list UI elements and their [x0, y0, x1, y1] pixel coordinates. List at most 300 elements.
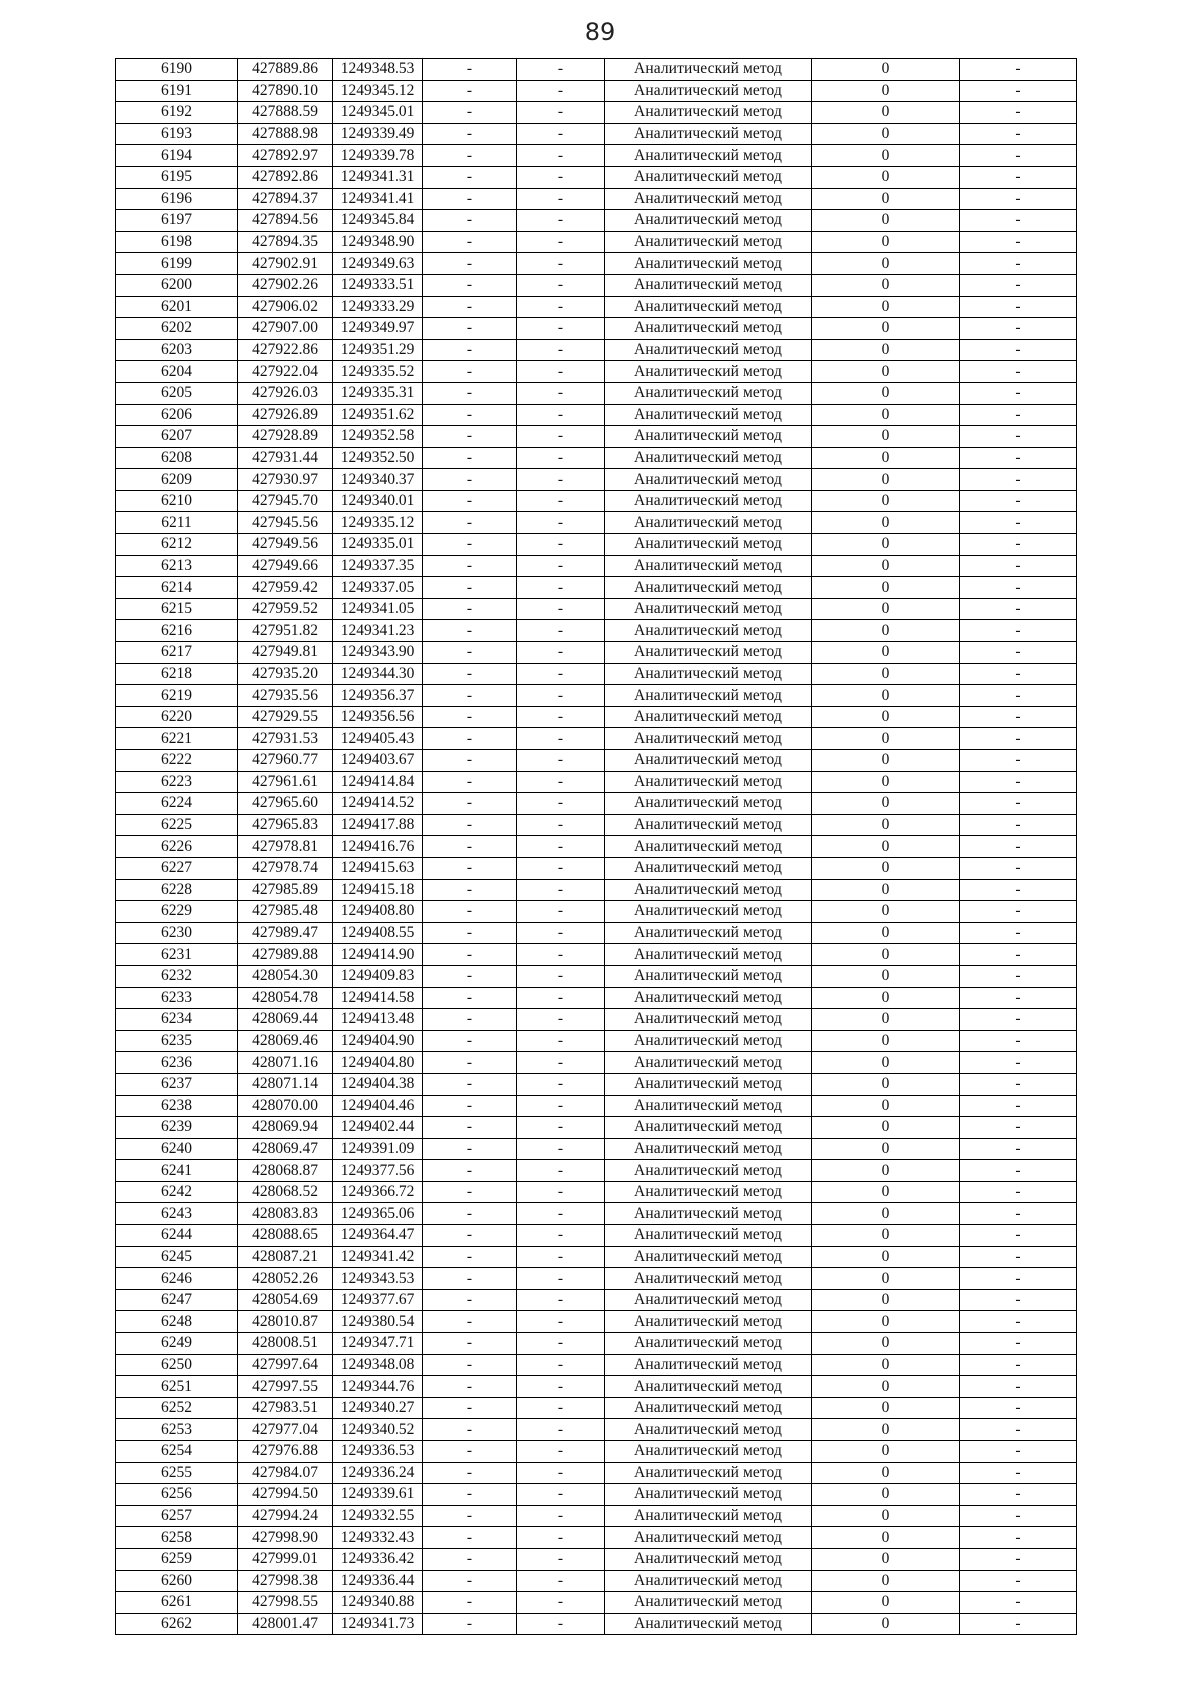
- y-coordinate-cell: 1249341.05: [333, 598, 423, 620]
- point-number-cell: 6206: [116, 404, 238, 426]
- description-cell: -: [960, 555, 1077, 577]
- method-cell: Аналитический метод: [605, 836, 812, 858]
- description-cell: -: [960, 793, 1077, 815]
- empty-cell-b: -: [517, 1181, 605, 1203]
- description-cell: -: [960, 145, 1077, 167]
- method-cell: Аналитический метод: [605, 1376, 812, 1398]
- point-number-cell: 6215: [116, 598, 238, 620]
- description-cell: -: [960, 361, 1077, 383]
- empty-cell-b: -: [517, 404, 605, 426]
- method-cell: Аналитический метод: [605, 1592, 812, 1614]
- empty-cell-b: -: [517, 1203, 605, 1225]
- accuracy-cell: 0: [812, 965, 960, 987]
- y-coordinate-cell: 1249336.42: [333, 1548, 423, 1570]
- point-number-cell: 6234: [116, 1009, 238, 1031]
- y-coordinate-cell: 1249335.01: [333, 534, 423, 556]
- x-coordinate-cell: 427983.51: [238, 1397, 333, 1419]
- x-coordinate-cell: 427888.98: [238, 123, 333, 145]
- point-number-cell: 6202: [116, 318, 238, 340]
- empty-cell-a: -: [423, 1160, 517, 1182]
- accuracy-cell: 0: [812, 1592, 960, 1614]
- point-number-cell: 6248: [116, 1311, 238, 1333]
- x-coordinate-cell: 428071.16: [238, 1052, 333, 1074]
- empty-cell-a: -: [423, 231, 517, 253]
- point-number-cell: 6241: [116, 1160, 238, 1182]
- accuracy-cell: 0: [812, 944, 960, 966]
- description-cell: -: [960, 922, 1077, 944]
- description-cell: -: [960, 771, 1077, 793]
- table-row: [116, 1073, 1077, 1095]
- x-coordinate-cell: 427959.42: [238, 577, 333, 599]
- empty-cell-b: -: [517, 1095, 605, 1117]
- point-number-cell: 6221: [116, 728, 238, 750]
- y-coordinate-cell: 1249341.41: [333, 188, 423, 210]
- empty-cell-a: -: [423, 1030, 517, 1052]
- empty-cell-b: -: [517, 469, 605, 491]
- description-cell: -: [960, 426, 1077, 448]
- description-cell: -: [960, 1548, 1077, 1570]
- x-coordinate-cell: 427902.26: [238, 274, 333, 296]
- table-row: [116, 771, 1077, 793]
- method-cell: Аналитический метод: [605, 490, 812, 512]
- x-coordinate-cell: 427965.83: [238, 814, 333, 836]
- method-cell: Аналитический метод: [605, 814, 812, 836]
- description-cell: -: [960, 814, 1077, 836]
- method-cell: Аналитический метод: [605, 1484, 812, 1506]
- accuracy-cell: 0: [812, 620, 960, 642]
- empty-cell-a: -: [423, 1548, 517, 1570]
- table-row: [116, 1268, 1077, 1290]
- table-row: [116, 944, 1077, 966]
- accuracy-cell: 0: [812, 469, 960, 491]
- x-coordinate-cell: 427935.56: [238, 685, 333, 707]
- y-coordinate-cell: 1249408.55: [333, 922, 423, 944]
- accuracy-cell: 0: [812, 339, 960, 361]
- table-row: [116, 685, 1077, 707]
- description-cell: -: [960, 447, 1077, 469]
- description-cell: -: [960, 1009, 1077, 1031]
- description-cell: -: [960, 1117, 1077, 1139]
- method-cell: Аналитический метод: [605, 231, 812, 253]
- x-coordinate-cell: 427985.48: [238, 901, 333, 923]
- empty-cell-a: -: [423, 1246, 517, 1268]
- method-cell: Аналитический метод: [605, 922, 812, 944]
- x-coordinate-cell: 427922.04: [238, 361, 333, 383]
- point-number-cell: 6197: [116, 210, 238, 232]
- description-cell: -: [960, 59, 1077, 81]
- empty-cell-b: -: [517, 1268, 605, 1290]
- method-cell: Аналитический метод: [605, 577, 812, 599]
- empty-cell-b: -: [517, 1548, 605, 1570]
- method-cell: Аналитический метод: [605, 1052, 812, 1074]
- point-number-cell: 6212: [116, 534, 238, 556]
- table-row: [116, 901, 1077, 923]
- accuracy-cell: 0: [812, 1203, 960, 1225]
- y-coordinate-cell: 1249414.90: [333, 944, 423, 966]
- table-row: [116, 145, 1077, 167]
- description-cell: -: [960, 166, 1077, 188]
- accuracy-cell: 0: [812, 922, 960, 944]
- table-row: [116, 166, 1077, 188]
- x-coordinate-cell: 428071.14: [238, 1073, 333, 1095]
- y-coordinate-cell: 1249348.90: [333, 231, 423, 253]
- description-cell: -: [960, 1419, 1077, 1441]
- accuracy-cell: 0: [812, 901, 960, 923]
- accuracy-cell: 0: [812, 836, 960, 858]
- x-coordinate-cell: 428069.46: [238, 1030, 333, 1052]
- point-number-cell: 6224: [116, 793, 238, 815]
- accuracy-cell: 0: [812, 728, 960, 750]
- table-row: [116, 296, 1077, 318]
- empty-cell-a: -: [423, 1570, 517, 1592]
- table-row: [116, 814, 1077, 836]
- x-coordinate-cell: 428054.30: [238, 965, 333, 987]
- method-cell: Аналитический метод: [605, 426, 812, 448]
- point-number-cell: 6243: [116, 1203, 238, 1225]
- description-cell: -: [960, 685, 1077, 707]
- x-coordinate-cell: 427926.89: [238, 404, 333, 426]
- accuracy-cell: 0: [812, 1484, 960, 1506]
- point-number-cell: 6211: [116, 512, 238, 534]
- x-coordinate-cell: 427907.00: [238, 318, 333, 340]
- description-cell: -: [960, 1095, 1077, 1117]
- accuracy-cell: 0: [812, 1138, 960, 1160]
- x-coordinate-cell: 428069.47: [238, 1138, 333, 1160]
- y-coordinate-cell: 1249337.05: [333, 577, 423, 599]
- empty-cell-a: -: [423, 1354, 517, 1376]
- x-coordinate-cell: 428069.94: [238, 1117, 333, 1139]
- empty-cell-b: -: [517, 231, 605, 253]
- point-number-cell: 6251: [116, 1376, 238, 1398]
- description-cell: -: [960, 296, 1077, 318]
- point-number-cell: 6232: [116, 965, 238, 987]
- table-row: [116, 1548, 1077, 1570]
- empty-cell-a: -: [423, 426, 517, 448]
- y-coordinate-cell: 1249335.12: [333, 512, 423, 534]
- empty-cell-b: -: [517, 1613, 605, 1635]
- y-coordinate-cell: 1249336.24: [333, 1462, 423, 1484]
- table-row: [116, 1138, 1077, 1160]
- table-row: [116, 1333, 1077, 1355]
- empty-cell-b: -: [517, 1484, 605, 1506]
- table-row: [116, 1354, 1077, 1376]
- empty-cell-b: -: [517, 318, 605, 340]
- x-coordinate-cell: 427930.97: [238, 469, 333, 491]
- empty-cell-a: -: [423, 80, 517, 102]
- table-row: [116, 663, 1077, 685]
- description-cell: -: [960, 879, 1077, 901]
- table-row: [116, 1030, 1077, 1052]
- x-coordinate-cell: 427997.55: [238, 1376, 333, 1398]
- point-number-cell: 6219: [116, 685, 238, 707]
- accuracy-cell: 0: [812, 80, 960, 102]
- empty-cell-b: -: [517, 1030, 605, 1052]
- method-cell: Аналитический метод: [605, 555, 812, 577]
- empty-cell-b: -: [517, 555, 605, 577]
- x-coordinate-cell: 427989.47: [238, 922, 333, 944]
- y-coordinate-cell: 1249343.53: [333, 1268, 423, 1290]
- x-coordinate-cell: 428068.87: [238, 1160, 333, 1182]
- table-row: [116, 123, 1077, 145]
- accuracy-cell: 0: [812, 577, 960, 599]
- empty-cell-b: -: [517, 1570, 605, 1592]
- empty-cell-a: -: [423, 1117, 517, 1139]
- accuracy-cell: 0: [812, 490, 960, 512]
- accuracy-cell: 0: [812, 1246, 960, 1268]
- accuracy-cell: 0: [812, 750, 960, 772]
- point-number-cell: 6235: [116, 1030, 238, 1052]
- description-cell: -: [960, 836, 1077, 858]
- empty-cell-a: -: [423, 555, 517, 577]
- accuracy-cell: 0: [812, 857, 960, 879]
- method-cell: Аналитический метод: [605, 598, 812, 620]
- empty-cell-b: -: [517, 512, 605, 534]
- description-cell: -: [960, 404, 1077, 426]
- y-coordinate-cell: 1249335.31: [333, 382, 423, 404]
- point-number-cell: 6236: [116, 1052, 238, 1074]
- method-cell: Аналитический метод: [605, 534, 812, 556]
- x-coordinate-cell: 427945.56: [238, 512, 333, 534]
- y-coordinate-cell: 1249344.76: [333, 1376, 423, 1398]
- description-cell: -: [960, 274, 1077, 296]
- accuracy-cell: 0: [812, 685, 960, 707]
- empty-cell-a: -: [423, 750, 517, 772]
- empty-cell-b: -: [517, 1462, 605, 1484]
- description-cell: -: [960, 1289, 1077, 1311]
- method-cell: Аналитический метод: [605, 1203, 812, 1225]
- table-row: [116, 793, 1077, 815]
- empty-cell-b: -: [517, 1009, 605, 1031]
- x-coordinate-cell: 427902.91: [238, 253, 333, 275]
- empty-cell-a: -: [423, 901, 517, 923]
- description-cell: -: [960, 1613, 1077, 1635]
- empty-cell-a: -: [423, 123, 517, 145]
- description-cell: -: [960, 102, 1077, 124]
- x-coordinate-cell: 427989.88: [238, 944, 333, 966]
- description-cell: -: [960, 1592, 1077, 1614]
- method-cell: Аналитический метод: [605, 145, 812, 167]
- empty-cell-a: -: [423, 339, 517, 361]
- method-cell: Аналитический метод: [605, 1009, 812, 1031]
- y-coordinate-cell: 1249340.27: [333, 1397, 423, 1419]
- empty-cell-b: -: [517, 490, 605, 512]
- x-coordinate-cell: 427931.53: [238, 728, 333, 750]
- method-cell: Аналитический метод: [605, 901, 812, 923]
- point-number-cell: 6222: [116, 750, 238, 772]
- point-number-cell: 6191: [116, 80, 238, 102]
- y-coordinate-cell: 1249335.52: [333, 361, 423, 383]
- empty-cell-b: -: [517, 1527, 605, 1549]
- method-cell: Аналитический метод: [605, 1333, 812, 1355]
- method-cell: Аналитический метод: [605, 188, 812, 210]
- description-cell: -: [960, 1246, 1077, 1268]
- table-row: [116, 404, 1077, 426]
- y-coordinate-cell: 1249343.90: [333, 642, 423, 664]
- empty-cell-b: -: [517, 1138, 605, 1160]
- empty-cell-b: -: [517, 145, 605, 167]
- empty-cell-b: -: [517, 102, 605, 124]
- empty-cell-a: -: [423, 1397, 517, 1419]
- method-cell: Аналитический метод: [605, 1268, 812, 1290]
- empty-cell-a: -: [423, 145, 517, 167]
- accuracy-cell: 0: [812, 123, 960, 145]
- accuracy-cell: 0: [812, 879, 960, 901]
- method-cell: Аналитический метод: [605, 1289, 812, 1311]
- accuracy-cell: 0: [812, 1354, 960, 1376]
- y-coordinate-cell: 1249339.61: [333, 1484, 423, 1506]
- empty-cell-a: -: [423, 1203, 517, 1225]
- x-coordinate-cell: 427892.86: [238, 166, 333, 188]
- empty-cell-a: -: [423, 706, 517, 728]
- accuracy-cell: 0: [812, 1376, 960, 1398]
- accuracy-cell: 0: [812, 1397, 960, 1419]
- table-row: [116, 577, 1077, 599]
- accuracy-cell: 0: [812, 1009, 960, 1031]
- point-number-cell: 6196: [116, 188, 238, 210]
- accuracy-cell: 0: [812, 1073, 960, 1095]
- method-cell: Аналитический метод: [605, 1505, 812, 1527]
- description-cell: -: [960, 188, 1077, 210]
- point-number-cell: 6230: [116, 922, 238, 944]
- table-row: [116, 274, 1077, 296]
- point-number-cell: 6227: [116, 857, 238, 879]
- accuracy-cell: 0: [812, 1419, 960, 1441]
- x-coordinate-cell: 427976.88: [238, 1441, 333, 1463]
- x-coordinate-cell: 427985.89: [238, 879, 333, 901]
- method-cell: Аналитический метод: [605, 1441, 812, 1463]
- y-coordinate-cell: 1249332.55: [333, 1505, 423, 1527]
- description-cell: -: [960, 1441, 1077, 1463]
- x-coordinate-cell: 428008.51: [238, 1333, 333, 1355]
- table-row: [116, 188, 1077, 210]
- empty-cell-b: -: [517, 944, 605, 966]
- x-coordinate-cell: 427949.81: [238, 642, 333, 664]
- empty-cell-a: -: [423, 274, 517, 296]
- y-coordinate-cell: 1249345.84: [333, 210, 423, 232]
- method-cell: Аналитический метод: [605, 1181, 812, 1203]
- method-cell: Аналитический метод: [605, 793, 812, 815]
- accuracy-cell: 0: [812, 1030, 960, 1052]
- method-cell: Аналитический метод: [605, 728, 812, 750]
- y-coordinate-cell: 1249341.42: [333, 1246, 423, 1268]
- table-row: [116, 1527, 1077, 1549]
- y-coordinate-cell: 1249341.73: [333, 1613, 423, 1635]
- empty-cell-a: -: [423, 965, 517, 987]
- empty-cell-b: -: [517, 1354, 605, 1376]
- description-cell: -: [960, 598, 1077, 620]
- point-number-cell: 6194: [116, 145, 238, 167]
- y-coordinate-cell: 1249365.06: [333, 1203, 423, 1225]
- accuracy-cell: 0: [812, 145, 960, 167]
- accuracy-cell: 0: [812, 1225, 960, 1247]
- empty-cell-b: -: [517, 1333, 605, 1355]
- accuracy-cell: 0: [812, 361, 960, 383]
- empty-cell-b: -: [517, 728, 605, 750]
- description-cell: -: [960, 80, 1077, 102]
- point-number-cell: 6209: [116, 469, 238, 491]
- accuracy-cell: 0: [812, 1160, 960, 1182]
- x-coordinate-cell: 427951.82: [238, 620, 333, 642]
- method-cell: Аналитический метод: [605, 1462, 812, 1484]
- x-coordinate-cell: 427984.07: [238, 1462, 333, 1484]
- x-coordinate-cell: 428070.00: [238, 1095, 333, 1117]
- description-cell: -: [960, 253, 1077, 275]
- empty-cell-b: -: [517, 1052, 605, 1074]
- empty-cell-a: -: [423, 1484, 517, 1506]
- empty-cell-b: -: [517, 339, 605, 361]
- empty-cell-b: -: [517, 1419, 605, 1441]
- description-cell: -: [960, 210, 1077, 232]
- y-coordinate-cell: 1249405.43: [333, 728, 423, 750]
- empty-cell-a: -: [423, 512, 517, 534]
- accuracy-cell: 0: [812, 188, 960, 210]
- y-coordinate-cell: 1249351.62: [333, 404, 423, 426]
- x-coordinate-cell: 428054.78: [238, 987, 333, 1009]
- y-coordinate-cell: 1249404.38: [333, 1073, 423, 1095]
- table-row: [116, 1009, 1077, 1031]
- empty-cell-b: -: [517, 123, 605, 145]
- empty-cell-a: -: [423, 296, 517, 318]
- empty-cell-b: -: [517, 1117, 605, 1139]
- empty-cell-a: -: [423, 382, 517, 404]
- description-cell: -: [960, 1376, 1077, 1398]
- empty-cell-a: -: [423, 642, 517, 664]
- empty-cell-b: -: [517, 1592, 605, 1614]
- description-cell: -: [960, 1527, 1077, 1549]
- y-coordinate-cell: 1249415.63: [333, 857, 423, 879]
- empty-cell-a: -: [423, 1333, 517, 1355]
- y-coordinate-cell: 1249414.52: [333, 793, 423, 815]
- method-cell: Аналитический метод: [605, 1030, 812, 1052]
- empty-cell-a: -: [423, 598, 517, 620]
- table-row: [116, 1095, 1077, 1117]
- accuracy-cell: 0: [812, 102, 960, 124]
- point-number-cell: 6192: [116, 102, 238, 124]
- accuracy-cell: 0: [812, 1181, 960, 1203]
- table-row: [116, 642, 1077, 664]
- empty-cell-a: -: [423, 469, 517, 491]
- x-coordinate-cell: 427894.37: [238, 188, 333, 210]
- method-cell: Аналитический метод: [605, 685, 812, 707]
- empty-cell-b: -: [517, 706, 605, 728]
- x-coordinate-cell: 427998.55: [238, 1592, 333, 1614]
- x-coordinate-cell: 427965.60: [238, 793, 333, 815]
- empty-cell-b: -: [517, 922, 605, 944]
- description-cell: -: [960, 123, 1077, 145]
- x-coordinate-cell: 428069.44: [238, 1009, 333, 1031]
- point-number-cell: 6246: [116, 1268, 238, 1290]
- empty-cell-b: -: [517, 620, 605, 642]
- point-number-cell: 6208: [116, 447, 238, 469]
- empty-cell-b: -: [517, 1160, 605, 1182]
- empty-cell-a: -: [423, 793, 517, 815]
- accuracy-cell: 0: [812, 210, 960, 232]
- point-number-cell: 6207: [116, 426, 238, 448]
- point-number-cell: 6238: [116, 1095, 238, 1117]
- accuracy-cell: 0: [812, 1289, 960, 1311]
- method-cell: Аналитический метод: [605, 987, 812, 1009]
- empty-cell-a: -: [423, 1181, 517, 1203]
- x-coordinate-cell: 428052.26: [238, 1268, 333, 1290]
- empty-cell-a: -: [423, 1376, 517, 1398]
- method-cell: Аналитический метод: [605, 253, 812, 275]
- table-row: [116, 80, 1077, 102]
- table-row: [116, 490, 1077, 512]
- empty-cell-a: -: [423, 944, 517, 966]
- y-coordinate-cell: 1249345.12: [333, 80, 423, 102]
- table-row: [116, 706, 1077, 728]
- y-coordinate-cell: 1249404.90: [333, 1030, 423, 1052]
